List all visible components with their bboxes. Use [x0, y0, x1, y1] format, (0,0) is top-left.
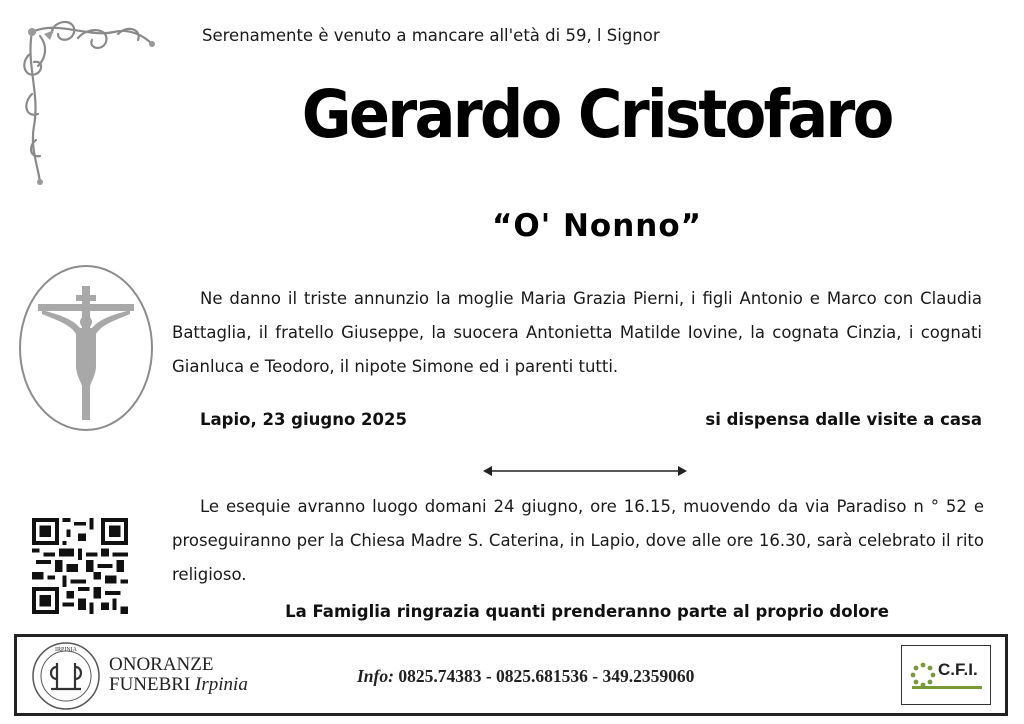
cfi-badge-text: C.F.I.: [938, 660, 978, 679]
company-line-1: ONORANZE: [109, 654, 214, 675]
family-thanks: La Famiglia ringrazia quanti prenderanno parte al proprio dolore: [285, 602, 889, 621]
intro-text: Serenamente è venuto a mancare all'età di 59, l Signor: [202, 26, 660, 45]
cfi-badge-underline: [912, 686, 982, 689]
info-phones[interactable]: 0825.74383 - 0825.681536 - 349.2359060: [398, 666, 695, 686]
logo-ring-text: IRPINIA: [55, 647, 77, 653]
nickname: “O' Nonno”: [491, 208, 703, 244]
announcement-paragraph: Ne danno il triste annunzio la moglie Maria Grazia Pierni, i figli Antonio e Marco con Claudia Battaglia, il fratello Giuseppe, la suocera Antonietta Matilde Iovine, la cognata Cinzia, i cognati Gianluca e Teodoro, il nipote Simone ed i parenti tutti.: [172, 289, 982, 376]
company-name: [109, 655, 248, 695]
cfi-badge-icon: [901, 645, 991, 705]
company-line-2a: FUNEBRI: [109, 674, 191, 695]
company-line-2: [109, 675, 248, 695]
cfi-dots-icon: [910, 662, 936, 688]
no-visits-note: si dispensa dalle visite a casa: [705, 410, 982, 429]
double-arrow-icon: [482, 464, 688, 478]
deceased-name: Gerardo Cristofaro: [301, 76, 892, 153]
footer-bar: [14, 634, 1008, 716]
funeral-home-logo-icon: [31, 641, 101, 711]
company-line-2b: Irpinia: [195, 674, 248, 695]
qr-code-icon[interactable]: [32, 518, 128, 614]
contact-info: [357, 666, 694, 687]
crucifix-icon: [16, 262, 156, 434]
place-date: Lapio, 23 giugno 2025: [200, 410, 407, 429]
info-label: Info:: [357, 666, 394, 686]
funeral-details-paragraph: Le esequie avranno luogo domani 24 giugno, ore 16.15, muovendo da via Paradiso n ° 52 e proseguiranno per la Chiesa Madre S. Caterina, in Lapio, dove alle ore 16.30, sarà celebrato il rito religioso.: [172, 497, 984, 584]
